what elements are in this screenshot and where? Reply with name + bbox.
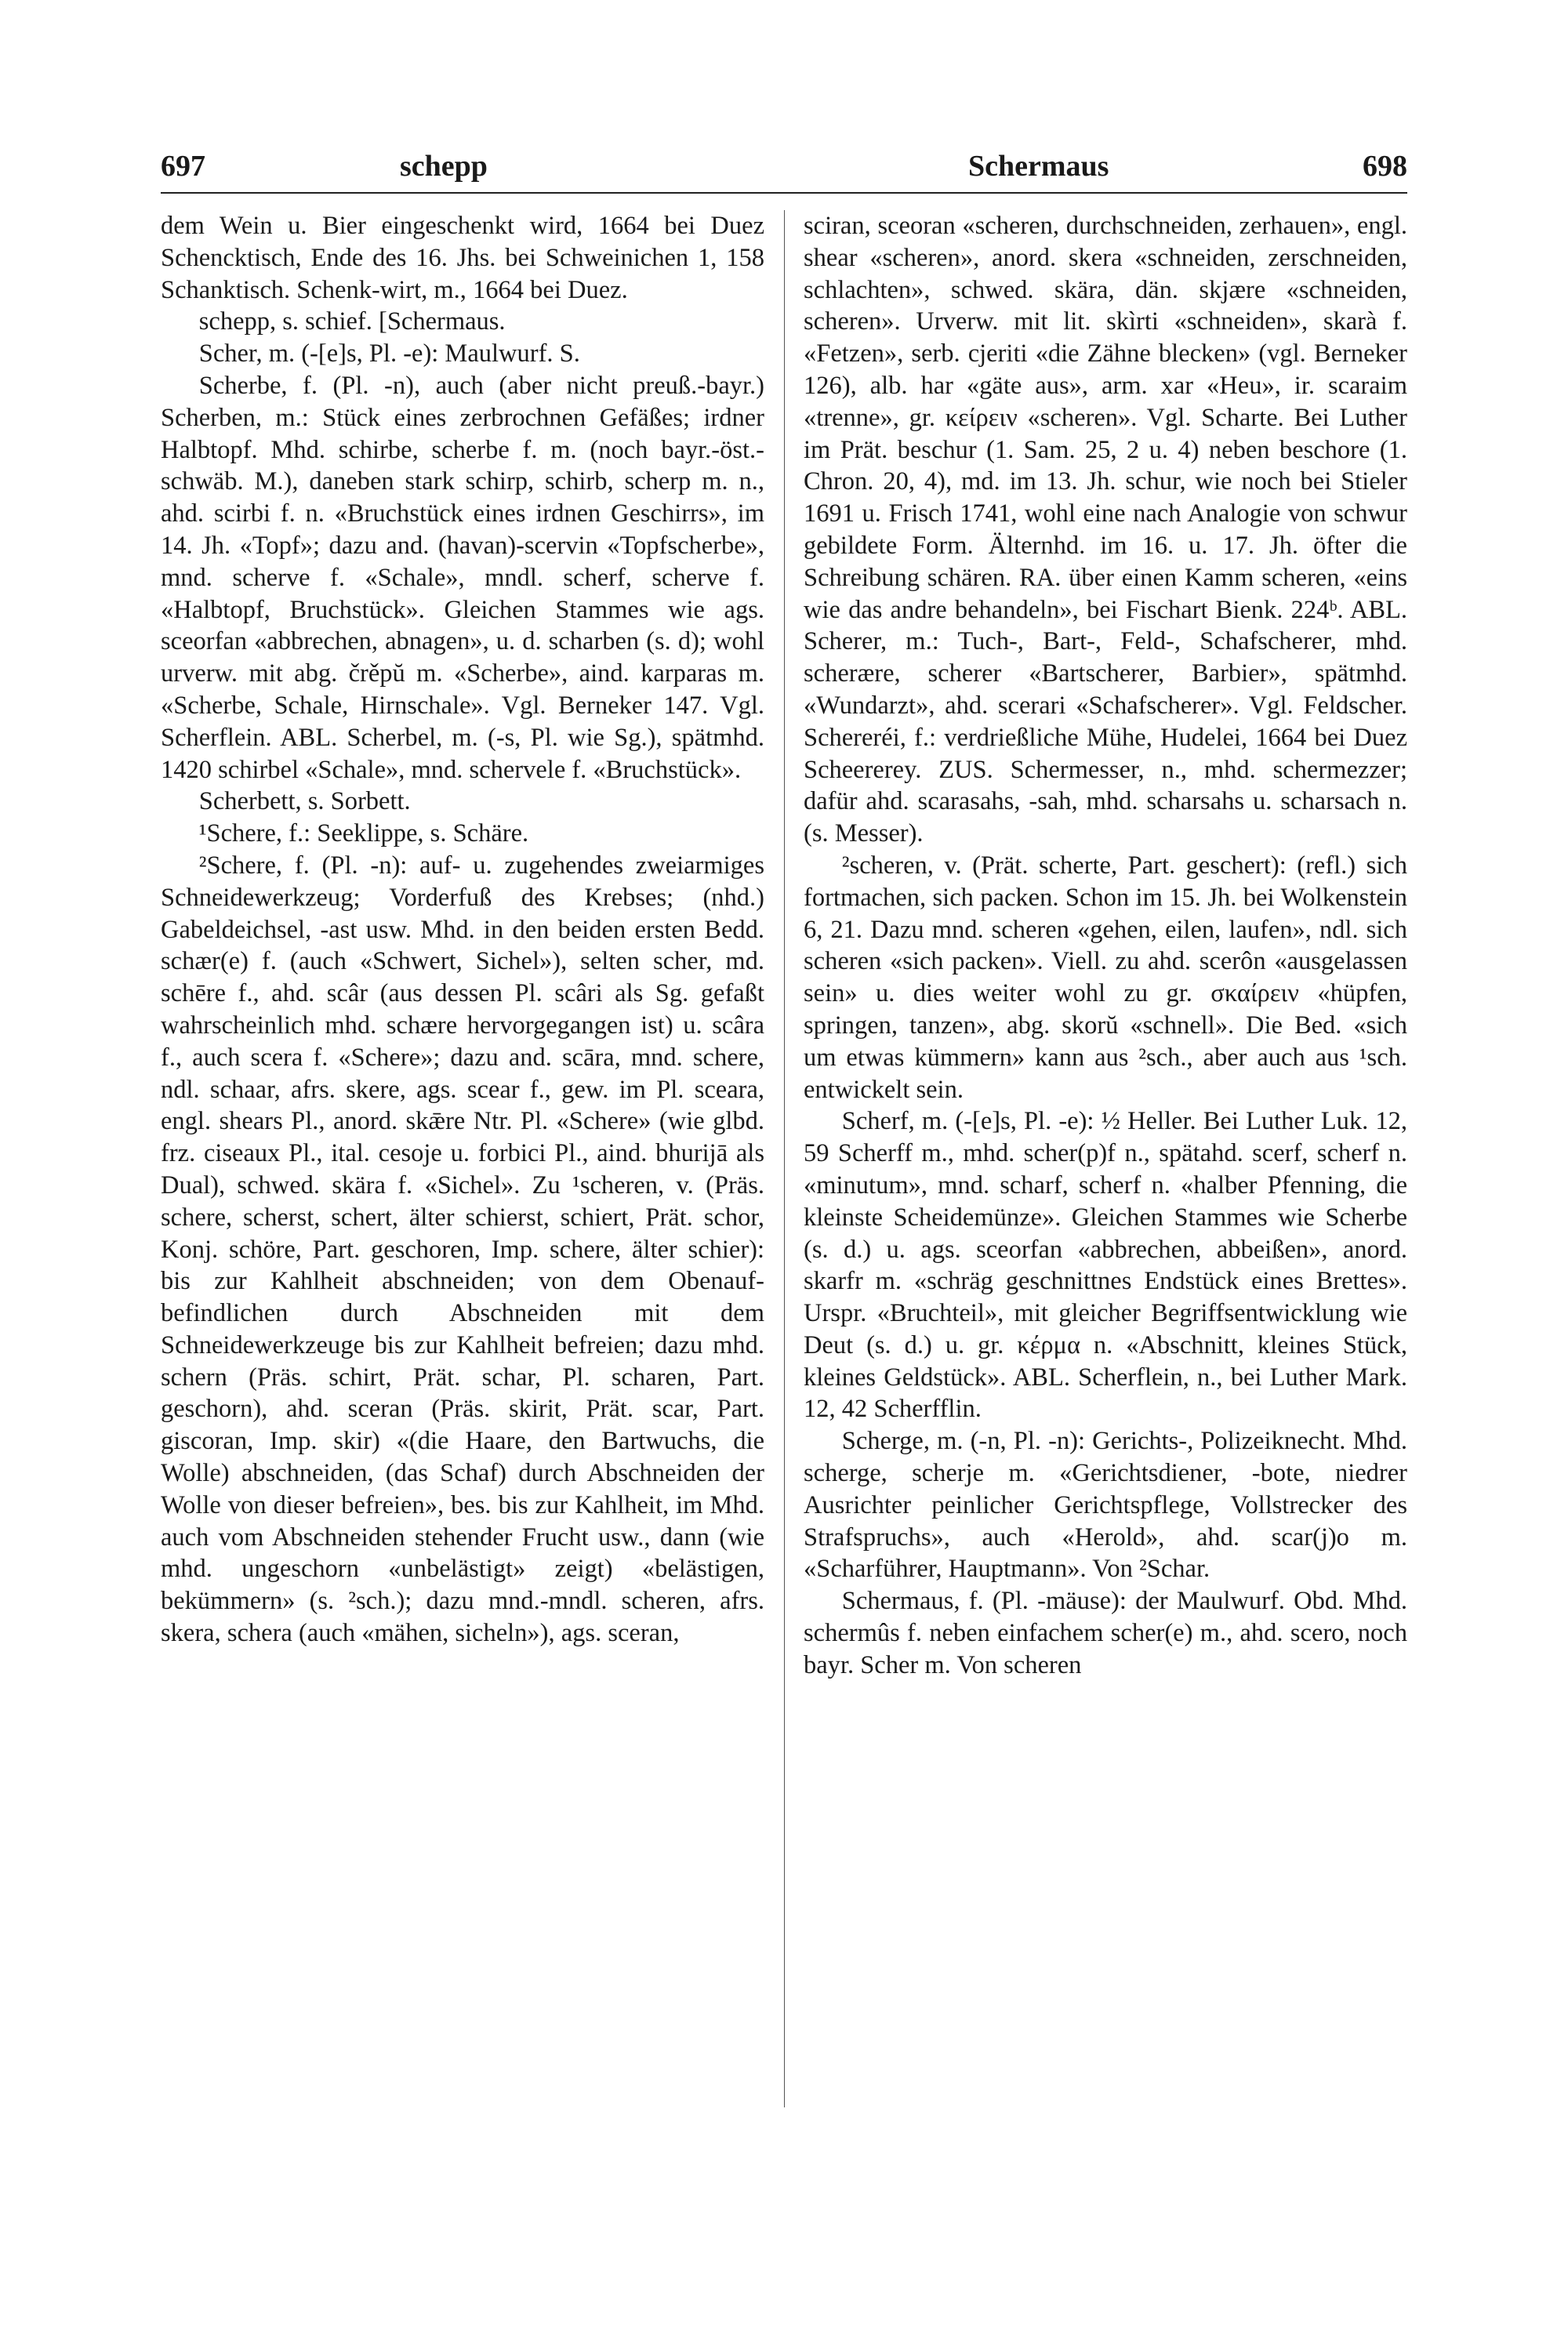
entry-paragraph: ²scheren, v. (Prät. scherte, Part. geschert): (refl.) sich fortmachen, sich packen. Schon im 15. Jh. bei Wolkenstein 6, 21. Dazu mnd. scheren «gehen, eilen, laufen», ndl. sich scheren «sich packen». Viell. zu ahd. scerôn «ausgelassen sein» u. dies weiter wohl zu gr. σκαίρειν «hüpfen, springen, tanzen», abg. skorŭ «schnell». Die Bed. «sich um etwas kümmern» kann aus ²sch., aber auch aus ¹sch. entwickelt sein. [804,851,1407,1104]
running-head [161,149,1407,188]
entry-paragraph: Scherge, m. (-n, Pl. -n): Gerichts-, Polizeiknecht. Mhd. scherge, scherje m. «Gerichtsdiener, -bote, niedrer Ausrichter peinlicher Gerichtspflege, Vollstrecker des Strafspruchs», auch «Herold», ahd. scar(j)o m. «Scharführer, Hauptmann». Von ²Schar. [804,1427,1407,1584]
page-number-left: 697 [161,150,205,183]
entry-paragraph: Scherf, m. (-[e]s, Pl. -e): ½ Heller. Bei Luther Luk. 12, 59 Scherff m., mhd. scher(p)f n., spätahd. scerf, scherf n. «minutum», mnd. scharf, scherf n. «halber Pfenning, die kleinste Scheidemünze». Gleichen Stammes wie Scherbe (s. d.) u. ags. sceorfan «abbrechen, abbeißen», anord. skarfr m. «schräg geschnittnes Endstück eines Brettes». Urspr. «Bruchteil», mit gleicher Begriffsentwicklung wie Deut (s. d.) u. gr. κέρμα n. «Abschnitt, kleines Stück, kleines Geldstück». ABL. Scherflein, n., bei Luther Mark. 12, 42 Scherfflin. [804,1107,1407,1424]
entry-paragraph: Scher, m. (-[e]s, Pl. -e): Maulwurf. S. [198,339,580,368]
left-column [161,210,764,2111]
entry-paragraph: Scherbe, f. (Pl. -n), auch (aber nicht preuß.-bayr.) Scherben, m.: Stück eines zerbrochnen Gefäßes; irdner Halbtopf. Mhd. schirbe, scherbe f. m. (noch bayr.-öst.-schwäb. M.), daneben stark schirp, schirb, scherp m. n., ahd. scirbi f. n. «Bruchstück eines irdnen Geschirrs», im 14. Jh. «Topf»; dazu and. (havan)-scervin «Topfscherbe», mnd. scherve f. «Schale», mndl. scherf, scherve f. «Halbtopf, Bruchstück». Gleichen Stammes wie ags. sceorfan «abbrechen, abnagen», u. d. scharben (s. d); wohl urverw. mit abg. črěpŭ m. «Scherbe», aind. karparas m. «Scherbe, Schale, Hirnschale». Vgl. Berneker 147. Vgl. Scherflein. ABL. Scherbel, m. (-s, Pl. wie Sg.), spätmhd. 1420 schirbel «Schale», mnd. schervele f. «Bruchstück». [161,371,764,784]
entry-paragraph: dem Wein u. Bier eingeschenkt wird, 1664 bei Duez Schencktisch, Ende des 16. Jhs. bei Schweinichen 1, 158 Schanktisch. Schenk-wirt, m., 1664 bei Duez. [161,212,764,304]
entry-paragraph: ²Schere, f. (Pl. -n): auf- u. zugehendes zweiarmiges Schneidewerkzeug; Vorderfuß des Krebses; (nhd.) Gabeldeichsel, -ast usw. Mhd. in den beiden ersten Bedd. schær(e) f. (auch «Schwert, Sichel»), selten scher, md. schēre f., ahd. scâr (aus dessen Pl. scâri als Sg. gefaßt wahrscheinlich mhd. schære hervorgegangen ist) u. scâra f., auch scera f. «Schere»; dazu and. scāra, mnd. schere, ndl. schaar, afrs. skere, ags. scear f., gew. im Pl. sceara, engl. shears Pl., anord. skǣre Ntr. Pl. «Schere» (wie glbd. frz. ciseaux Pl., ital. cesoje u. forbici Pl., aind. bhurijā als Dual), schwed. skära f. «Sichel». Zu ¹scheren, v. (Präs. schere, scherst, schert, älter schierst, schiert, Prät. schor, Konj. schöre, Part. geschoren, Imp. schere, älter schier): bis zur Kahlheit abschneiden; von dem Obenauf-befindlichen durch Abschneiden mit dem Schneidewerkzeuge bis zur Kahlheit befreien; dazu mhd. schern (Präs. schirt, Prät. schar, Pl. scharen, Part. geschorn), ahd. sceran (Präs. skirit, Prät. scar, Part. giscoran, Imp. skir) «(die Haare, den Bartwuchs, die Wolle) abschneiden, (das Schaf) durch Abschneiden der Wolle von dieser befreien», bes. bis zur Kahlheit, im Mhd. auch vom Abschneiden stehender Frucht usw., dann (wie mhd. ungeschorn «unbelästigt» zeigt) «belästigen, bekümmern» (s. ²sch.); dazu mnd.-mndl. scheren, afrs. skera, schera (auch «mähen, sicheln»), ags. sceran, [161,851,764,1648]
page-number-right: 698 [1363,150,1407,183]
entry-paragraph: sciran, sceoran «scheren, durchschneiden, zerhauen», engl. shear «scheren», anord. skera «schneiden, zerschneiden, schlachten», schwed. skära, dän. skjære «schneiden, scheren». Urverw. mit lit. skìrti «schneiden», skarà f. «Fetzen», serb. cjeriti «die Zähne blecken» (vgl. Berneker 126), alb. har «gäte aus», arm. xar «Heu», ir. scaraim «trenne», gr. κείρειν «scheren». Vgl. Scharte. Bei Luther im Prät. beschur (1. Sam. 25, 2 u. 4) neben beschore (1. Chron. 20, 4), md. im 13. Jh. schur, wie noch bei Stieler 1691 u. Frisch 1741, wohl eine nach Analogie von schwur gebildete Form. Älternhd. im 16. u. 17. Jh. öfter die Schreibung schären. RA. über einen Kamm scheren, «eins wie das andre behandeln», bei Fischart Bienk. 224ᵇ. ABL. Scherer, m.: Tuch-, Bart-, Feld-, Schafscherer, mhd. scherære, scherer «Bartscherer, Barbier», spätmhd. «Wundarzt», ahd. scerari «Schafscherer». Vgl. Feldscher. Schereréi, f.: verdrießliche Mühe, Hudelei, 1664 bei Duez Scheererey. ZUS. Schermesser, n., mhd. schermezzer; dafür ahd. scarasahs, -sah, mhd. scharsahs u. scharsach n. (s. Messer). [804,212,1407,848]
header-rule [161,192,1407,194]
entry-paragraph: ¹Schere, f.: Seeklippe, s. Schäre. [198,819,529,848]
entry-paragraph: schepp, s. schief. [Schermaus. [198,307,506,336]
column-divider [784,210,785,2107]
entry-paragraph: Schermaus, f. (Pl. -mäuse): der Maulwurf. Obd. Mhd. schermûs f. neben einfachem scher(e) m., ahd. scero, noch bayr. Scher m. Von scheren [804,1587,1407,1679]
right-column [804,210,1407,2111]
entry-paragraph: Scherbett, s. Sorbett. [198,787,411,816]
guide-word-left: schepp [400,150,488,183]
guide-word-right: Schermaus [968,150,1109,183]
